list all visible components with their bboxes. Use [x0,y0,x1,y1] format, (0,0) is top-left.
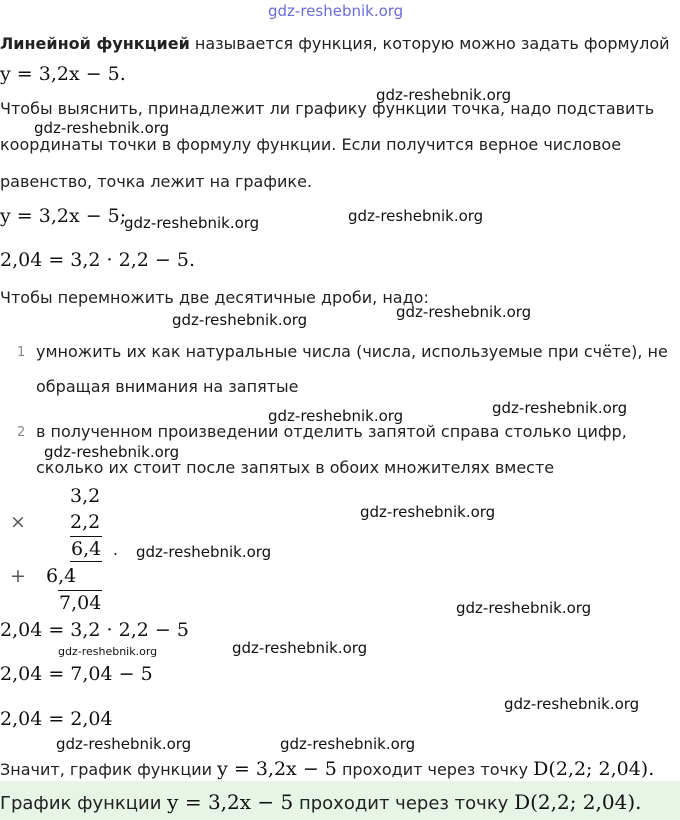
check-rule-line3: равенство, точка лежит на графике. [0,172,312,191]
partial-product-dot: . [113,540,119,559]
watermark: gdz-reshebnik.org [56,735,192,753]
conclusion-formula: y = 3,2x − 5 [217,758,337,780]
watermark: gdz-reshebnik.org [348,207,484,225]
watermark: gdz-reshebnik.org [280,735,416,753]
equation-3: 2,04 = 2,04 [0,708,113,730]
check-rule-line1: Чтобы выяснить, принадлежит ли графику функции точка, надо подставить [0,99,655,118]
formula-linear: y = 3,2x − 5. [0,63,126,85]
answer-before: График функции [0,793,168,814]
watermark: gdz-reshebnik.org [360,503,496,521]
factor-b: 2,2 [70,511,101,533]
step-number: 1 [17,345,26,360]
equation-2: 2,04 = 7,04 − 5 [0,663,153,685]
conclusion-middle: проходит через точку [336,760,534,779]
formula-linear-repeat: y = 3,2x − 5; [0,205,127,227]
watermark: gdz-reshebnik.org [34,119,170,137]
partial-product-2: 6,4 [46,565,77,587]
factor-a: 3,2 [70,485,101,507]
answer-box [0,781,680,820]
answer-text [0,790,642,814]
conclusion-before: Значит, график функции [0,760,218,779]
answer-point: D(2,2; 2,04). [514,790,642,814]
watermark-top: gdz-reshebnik.org [268,2,404,20]
watermark: gdz-reshebnik.org [268,407,404,425]
watermark: gdz-reshebnik.org [396,303,532,321]
watermark: gdz-reshebnik.org [504,695,640,713]
equation-1: 2,04 = 3,2 · 2,2 − 5 [0,619,189,641]
plus-sign: + [10,565,26,587]
step-1-line1: умножить их как натуральные числа (числа, используемые при счёте), не [36,342,668,361]
step-number: 2 [17,425,26,440]
watermark: gdz-reshebnik.org [376,86,512,104]
column-result: 7,04 [59,592,102,614]
watermark: gdz-reshebnik.org [232,639,368,657]
substitution-equation: 2,04 = 3,2 · 2,2 − 5. [0,249,195,271]
answer-formula: y = 3,2x − 5 [167,790,294,814]
step-2-line1: в полученном произведении отделить запятой справа столько цифр, [36,422,627,441]
watermark-small: gdz-reshebnik.org [58,645,158,658]
answer-middle: проходит через точку [293,793,515,814]
definition-term: Линейной функцией [0,34,190,53]
definition-text [0,34,670,54]
definition-rest: называется функция, которую можно задать формулой [189,34,670,53]
conclusion [0,757,654,781]
watermark: gdz-reshebnik.org [492,399,628,417]
step-2-line2: сколько их стоит после запятых в обоих множителях вместе [36,458,555,477]
step-1-line2: обращая внимания на запятые [36,377,299,396]
watermark: gdz-reshebnik.org [456,599,592,617]
watermark: gdz-reshebnik.org [44,443,180,461]
multiply-rule: Чтобы перемножить две десятичные дроби, надо: [0,288,429,307]
check-rule-line2: координаты точки в формулу функции. Если получится верное числовое [0,135,622,154]
watermark: gdz-reshebnik.org [136,543,272,561]
partial-product-1: 6,4 [71,538,102,560]
conclusion-point: D(2,2; 2,04). [533,758,655,780]
watermark: gdz-reshebnik.org [124,214,260,232]
watermark: gdz-reshebnik.org [172,311,308,329]
multiply-sign: × [10,511,26,533]
